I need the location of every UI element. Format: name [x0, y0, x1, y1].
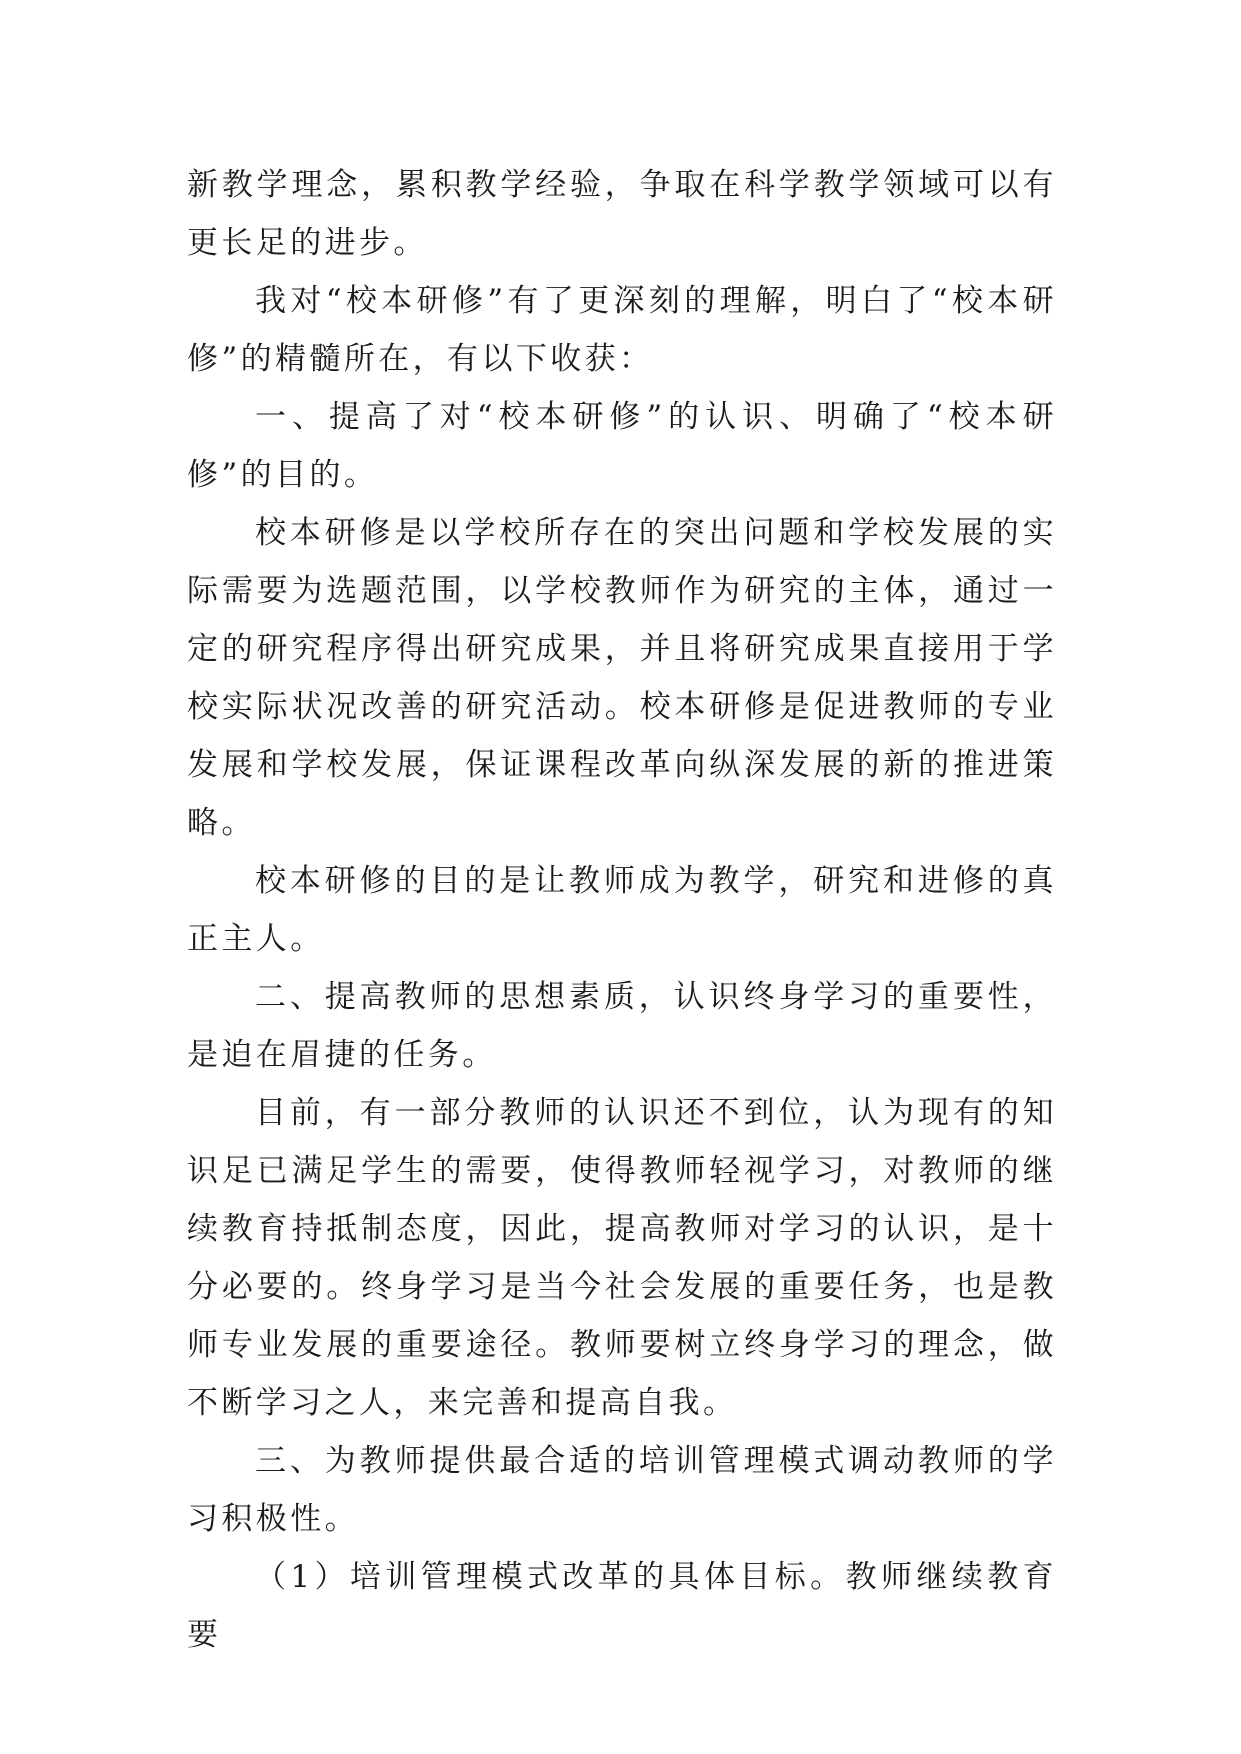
paragraph-sub-point-one: （1）培训管理模式改革的具体目标。教师继续教育要: [187, 1559, 1057, 1653]
paragraph-understanding: 我对“校本研修”有了更深刻的理解，明白了“校本研修”的精髓所在，有以下收获：: [187, 283, 1057, 377]
paragraph-definition: 校本研修是以学校所存在的突出问题和学校发展的实际需要为选题范围，以学校教师作为研究的主体，通过一定的研究程序得出研究成果，并且将研究成果直接用于学校实际状况改善的研究活动。校本研修是促进教师的专业发展和学校发展，保证课程改革向纵深发展的新的推进策略。: [187, 515, 1057, 841]
paragraph-lifelong-learning: 目前，有一部分教师的认识还不到位，认为现有的知识足已满足学生的需要，使得教师轻视学习，对教师的继续教育持抵制态度，因此，提高教师对学习的认识，是十分必要的。终身学习是当今社会发展的重要任务，也是教师专业发展的重要途径。教师要树立终身学习的理念，做不断学习之人，来完善和提高自我。: [187, 1095, 1057, 1421]
heading-point-one: 一、提高了对“校本研修”的认识、明确了“校本研修”的目的。: [187, 399, 1057, 493]
document-body: [187, 156, 1057, 1664]
paragraph-purpose: 校本研修的目的是让教师成为教学，研究和进修的真正主人。: [187, 863, 1057, 957]
paragraph-continuation: 新教学理念，累积教学经验，争取在科学教学领域可以有更长足的进步。: [187, 167, 1057, 261]
heading-point-three: 三、为教师提供最合适的培训管理模式调动教师的学习积极性。: [187, 1443, 1057, 1537]
heading-point-two: 二、提高教师的思想素质，认识终身学习的重要性，是迫在眉捷的任务。: [187, 979, 1057, 1073]
